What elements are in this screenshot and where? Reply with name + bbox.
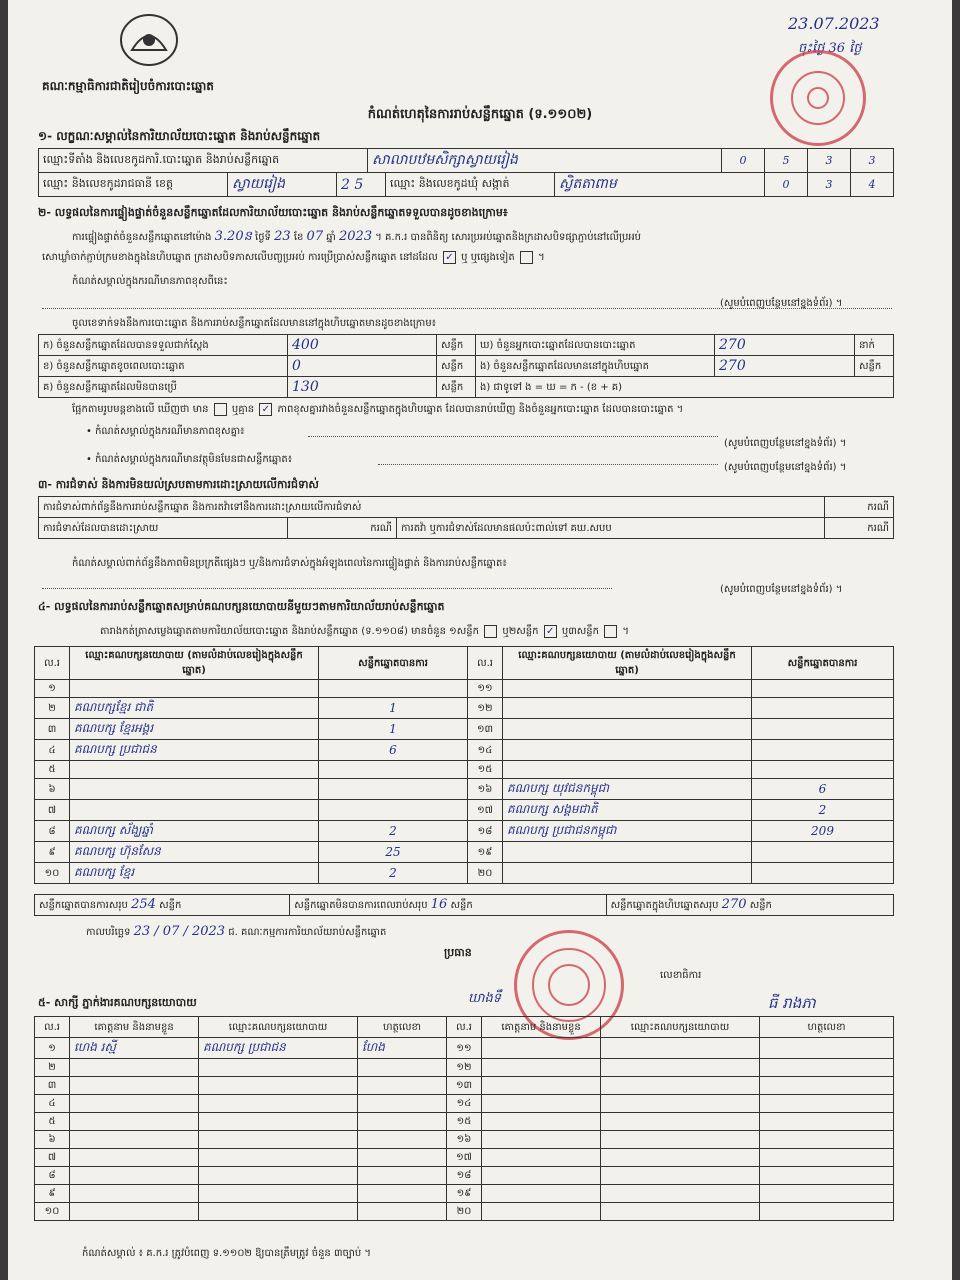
row2-label2: ឈ្មោះ និងលេខកូដឃុំ សង្កាត់ — [386, 173, 555, 197]
seal-other-checkbox[interactable] — [520, 251, 533, 264]
witness-signature — [358, 1185, 447, 1203]
witness-party — [601, 1113, 760, 1131]
province-code: 2 5 — [337, 173, 386, 197]
witness-name — [70, 1167, 199, 1185]
witness-signature — [358, 1095, 447, 1113]
foreign-hint: (សូមបំពេញបន្ថែមនៅខ្នងទំព័រ) ។ — [724, 462, 847, 473]
row-number: ១៣ — [468, 719, 503, 740]
row-number: ១៣ — [447, 1077, 482, 1095]
table-row: គ) ចំនួនសន្លឹកឆ្នោតដែលមិនបានប្រើ 130 សន្លឹក ង) ជាទូទៅ ង = ឃ = ក - (ខ + គ) — [39, 377, 894, 398]
vote-count — [319, 779, 468, 800]
table-row — [35, 800, 894, 821]
results-header-row: ល.រ ឈ្មោះគណបក្សនយោបាយ (តាមលំដាប់លេខរៀងក្នុងសន្លឹកឆ្នោត) សន្លឹកឆ្នោតបានការ ល.រ ឈ្មោះគណបក្សនយោបាយ (តាមលំដាប់លេខរៀងក្នុងសន្លឹកឆ្នោត) សន្លឹកឆ្នោតបានការ — [35, 647, 894, 680]
vote-count: 2 — [752, 800, 894, 821]
witness-party — [199, 1095, 358, 1113]
party-name: គណបក្ស ប្រជាជន — [70, 740, 319, 761]
witness-signature — [358, 1059, 447, 1077]
secretary-signature: ធី រាងភា — [768, 994, 816, 1012]
witness-name — [482, 1113, 601, 1131]
complaints-table — [38, 496, 894, 539]
chair-signature: ឃាងទឹ — [468, 991, 502, 1006]
table-row — [35, 719, 894, 740]
table-row — [35, 863, 894, 884]
row-number: ៨ — [35, 821, 70, 842]
row-number: ២០ — [468, 863, 503, 884]
table-row — [35, 1113, 894, 1131]
row-number: ១ — [35, 680, 70, 698]
party-name — [70, 680, 319, 698]
witness-party — [601, 1185, 760, 1203]
intro-line: ចូលខេទាក់ទងនឹងការបោះឆ្នោត និងការរាប់សន្លឹកឆ្នោតដែលមាននៅក្នុងហិបឆ្នោតមានដូចខាងក្រោម៖ — [72, 318, 437, 329]
witness-signature — [760, 1149, 894, 1167]
section3-heading: ៣- ការជំទាស់ និងការមិនយល់ស្របតាមការដោះស្រាយលើការជំទាស់ — [38, 478, 319, 491]
table-row — [35, 1131, 894, 1149]
vote-count: 6 — [752, 779, 894, 800]
table-row: ក) ចំនួនសន្លឹកឆ្នោតដែលបានទទួលជាក់ស្តែង 400 សន្លឹក ឃ) ចំនួនអ្នកបោះឆ្នោតដែលបានបោះឆ្នោត 270 នាក់ — [39, 335, 894, 356]
witness-name — [70, 1077, 199, 1095]
witness-name — [482, 1095, 601, 1113]
vote-count — [752, 719, 894, 740]
row-number: ១៩ — [447, 1185, 482, 1203]
witness-signature — [358, 1113, 447, 1131]
party-name: គណបក្សខ្មែរ ជាតិ — [70, 698, 319, 719]
vote-count: 25 — [319, 842, 468, 863]
section5-heading: ៥- សាក្សី ភ្នាក់ងារគណបក្សនយោបាយ — [38, 996, 197, 1009]
verification-line: ការផ្ទៀងផ្ទាត់ចំនួនសន្លឹកឆ្នោតនៅម៉ោង 3.20ន ថ្ងៃទី 23 ខែ 07 ឆ្នាំ 2023 ។ គ.ក.រ បានពិនិត្យ សោរប្រអប់ឆ្នោតនិងក្រដាសបិទផ្សាភ្ជាប់នៅលើប្រអប់ — [72, 229, 642, 244]
row-number: ៧ — [35, 1149, 70, 1167]
ballots-in-box-value: 270 — [715, 356, 855, 377]
row-number: ១១ — [468, 680, 503, 698]
province-name: ស្វាយរៀង — [228, 173, 337, 197]
vote-count — [752, 761, 894, 779]
witness-party — [601, 1203, 760, 1221]
vote-count — [319, 761, 468, 779]
row-number: ២ — [35, 698, 70, 719]
witness-party — [601, 1059, 760, 1077]
difference-no-checkbox[interactable]: ✓ — [259, 403, 272, 416]
row-number: ១៥ — [447, 1113, 482, 1131]
party-name — [70, 761, 319, 779]
witness-signature — [358, 1167, 447, 1185]
year-value: 2023 — [339, 229, 373, 244]
witness-name — [482, 1059, 601, 1077]
vote-count: 6 — [319, 740, 468, 761]
table-row — [35, 1185, 894, 1203]
party-name — [503, 863, 752, 884]
witness-name — [70, 1095, 199, 1113]
row-number: ៩ — [35, 1185, 70, 1203]
table-row — [35, 779, 894, 800]
table-row — [35, 1167, 894, 1185]
witness-party — [601, 1038, 760, 1059]
table-row: ការជំទាស់ពាក់ព័ន្ធនឹងការរាប់សន្លឹកឆ្នោត និងការតវ៉ាទៅនឹងការដោះស្រាយលើការជំទាស់ ករណី — [39, 497, 894, 518]
complaint-hint: (សូមបំពេញបន្ថែមនៅខ្នងទំព័រ) ។ — [720, 584, 843, 595]
witness-party — [199, 1059, 358, 1077]
witness-party — [199, 1185, 358, 1203]
row-number: ៤ — [35, 1095, 70, 1113]
row-number: ១៧ — [468, 800, 503, 821]
witness-name — [482, 1203, 601, 1221]
nec-emblem-icon — [118, 12, 180, 68]
party-name — [503, 698, 752, 719]
row-number: ៦ — [35, 779, 70, 800]
witness-name — [482, 1077, 601, 1095]
row-number: ១១ — [447, 1038, 482, 1059]
witness-signature — [760, 1185, 894, 1203]
witness-party — [601, 1077, 760, 1095]
report-date-value: 23 / 07 / 2023 — [133, 924, 226, 939]
difference-check-line: ផ្អែកតាមរូបមន្តខាងលើ ឃើញថា មាន ឬគ្មាន ✓ ភាពខុសគ្នារវាងចំនួនសន្លឹកឆ្នោតក្នុងហិបឆ្នោត ដែលបានរាប់ឃើញ និងចំនួនអ្នកបោះឆ្នោត ដែលបានបោះឆ្នោត ។ — [72, 403, 684, 415]
unused-ballots-value: 130 — [288, 377, 437, 398]
section1-table-row2 — [38, 172, 894, 197]
row2-label: ឈ្មោះ និងលេខកូដរាជធានី ខេត្ត — [39, 173, 228, 197]
one-sheet-checkbox[interactable] — [484, 625, 497, 638]
tally-sheet-line: តារាងកត់ត្រាសម្លេងឆ្នោតតាមការិយាល័យបោះឆ្នោត និងរាប់សន្លឹកឆ្នោត (ទ.១១០៨) មានចំនួន ១សន្លឹក ឬ២សន្លឹក ✓ ឬ៣សន្លឹក ។ — [100, 625, 629, 637]
complaint-note: កំណត់សម្គាល់ពាក់ព័ន្ធនឹងភាពមិនប្រក្រតីផ្សេងៗ ឬ/និងការជំទាស់ក្នុងអំឡុងពេលនៃការផ្ទៀងផ្ទាត់ និងការរាប់សន្លឹកឆ្នោត៖ — [72, 558, 507, 569]
vote-count: 2 — [319, 863, 468, 884]
complaint-dotted — [42, 576, 612, 589]
row-number: ២ — [35, 1059, 70, 1077]
section1-heading: ១- លក្ខណៈសម្គាល់នៃការិយាល័យបោះឆ្នោត និងរាប់សន្លឹកឆ្នោត — [38, 129, 321, 143]
witness-party — [199, 1167, 358, 1185]
witness-party — [199, 1203, 358, 1221]
row-number: ៥ — [35, 761, 70, 779]
witness-signature — [760, 1167, 894, 1185]
row-number: ១៦ — [468, 779, 503, 800]
section1-table — [38, 148, 894, 173]
witness-signature — [358, 1203, 447, 1221]
vote-count — [752, 842, 894, 863]
row-number: ១៤ — [447, 1095, 482, 1113]
received-ballots-value: 400 — [288, 335, 437, 356]
row-number: ៤ — [35, 740, 70, 761]
difference-yes-checkbox[interactable] — [214, 403, 227, 416]
table-row: ការជំទាស់ដែលបានដោះស្រាយ ករណី ការតវ៉ា ឬការជំទាស់ដែលមានផលប៉ះពាល់ទៅ គឃ.សបប ករណី — [39, 518, 894, 539]
ballot-figures-table — [38, 334, 894, 398]
time-value: 3.20ន — [214, 229, 252, 244]
witness-signature — [760, 1203, 894, 1221]
row-number: ១៤ — [468, 740, 503, 761]
vote-count: 2 — [319, 821, 468, 842]
party-name: គណបក្ស ខ្មែរ — [70, 863, 319, 884]
row-number: ១០ — [35, 863, 70, 884]
row-number: ១៩ — [468, 842, 503, 863]
table-row — [35, 842, 894, 863]
vote-count — [319, 800, 468, 821]
day-value: 23 — [274, 229, 291, 244]
table-row — [35, 680, 894, 698]
station-code-digit: 3 — [808, 149, 851, 173]
witness-name — [70, 1203, 199, 1221]
official-stamp-top — [770, 50, 866, 146]
difference-dotted — [308, 424, 718, 437]
party-name: គណបក្ស ស័ង្ឃឆ្នាំ — [70, 821, 319, 842]
row-number: ៣ — [35, 719, 70, 740]
vote-count — [752, 698, 894, 719]
witness-name — [70, 1059, 199, 1077]
difference-hint: (សូមបំពេញបន្ថែមនៅខ្នងទំព័រ) ។ — [724, 438, 847, 449]
section2-heading: ២- លទ្ធផលនៃការផ្ទៀងផ្ទាត់ចំនួនសន្លឹកឆ្នោតដែលការិយាល័យបោះឆ្នោត និងរាប់សន្លឹកឆ្នោតទទួលបានដូចខាងក្រោម៖ — [38, 206, 508, 219]
party-name — [503, 761, 752, 779]
witness-name — [70, 1113, 199, 1131]
table-row: ខ) ចំនួនសន្លឹកឆ្នោតខូចពេលបោះឆ្នោត 0 សន្លឹក ង) ចំនួនសន្លឹកឆ្នោតដែលមាននៅក្នុងហិបឆ្នោត 270 សន្លឹក — [39, 356, 894, 377]
party-name: គណបក្ស ខ្មែរអង្គរ — [70, 719, 319, 740]
witness-party — [199, 1149, 358, 1167]
witness-signature — [358, 1131, 447, 1149]
witness-party: គណបក្ស ប្រជាជន — [199, 1038, 358, 1059]
witness-signature — [760, 1077, 894, 1095]
row-number: ១២ — [447, 1059, 482, 1077]
vote-count — [752, 680, 894, 698]
witness-name — [482, 1185, 601, 1203]
row-number: ១០ — [35, 1203, 70, 1221]
report-date-line: កាលបរិច្ឆេទ 23 / 07 / 2023 ជ. គណៈកម្មការការិយាល័យរាប់សន្លឹកឆ្នោត — [86, 924, 387, 939]
witness-name — [70, 1131, 199, 1149]
row-number: ៦ — [35, 1131, 70, 1149]
spoiled-ballots-value: 0 — [288, 356, 437, 377]
row-number: ៣ — [35, 1077, 70, 1095]
box-total-value: 270 — [721, 897, 747, 912]
row-number: ១៥ — [468, 761, 503, 779]
footnote: កំណត់សម្គាល់ ៖ គ.ក.រ ត្រូវបំពេញ ទ.១១០២ ឱ្យបានត្រឹមត្រូវ ចំនួន ៣ច្បាប់ ។ — [82, 1248, 371, 1259]
vote-count — [752, 863, 894, 884]
vote-count: 1 — [319, 698, 468, 719]
witness-party — [199, 1077, 358, 1095]
witness-signature — [760, 1059, 894, 1077]
row-number: ១២ — [468, 698, 503, 719]
witness-signature — [760, 1038, 894, 1059]
document-title: កំណត់ហេតុនៃការរាប់សន្លឹកឆ្នោត (ទ.១១០២) — [367, 107, 593, 122]
witness-header-row: ល.រ គោត្តនាម និងនាមខ្លួន ឈ្មោះគណបក្សនយោបាយ ហត្ថលេខា ល.រ គោត្តនាម និងនាមខ្លួន ឈ្មោះគណបក្សនយោបាយ ហត្ថលេខា — [35, 1017, 894, 1038]
party-name — [503, 719, 752, 740]
witness-signature — [760, 1113, 894, 1131]
witness-party — [199, 1131, 358, 1149]
three-sheet-checkbox[interactable] — [604, 625, 617, 638]
valid-total-value: 254 — [131, 897, 156, 912]
station-code-digit: 0 — [722, 149, 765, 173]
row-number: ១៨ — [447, 1167, 482, 1185]
commune-name: ស្វិតតាពាម — [555, 173, 765, 197]
witness-name — [482, 1038, 601, 1059]
vote-count: 209 — [752, 821, 894, 842]
party-name: គណបក្ស ហ៊ុនសែន — [70, 842, 319, 863]
month-value: 07 — [306, 229, 324, 244]
witness-party — [601, 1131, 760, 1149]
witness-table — [34, 1016, 894, 1221]
party-name: គណបក្ស សង្គមជាតិ — [503, 800, 752, 821]
witness-signature: ហែង — [358, 1038, 447, 1059]
witness-party — [199, 1113, 358, 1131]
witness-signature — [760, 1095, 894, 1113]
note-line: កំណត់សម្គាល់ក្នុងករណីមានភាពខុសពីនេះ — [72, 276, 228, 287]
witness-signature — [358, 1149, 447, 1167]
table-row — [35, 1059, 894, 1077]
totals-row-table — [34, 894, 894, 916]
witness-party — [601, 1095, 760, 1113]
section4-heading: ៤- លទ្ធផលនៃការរាប់សន្លឹកឆ្នោតសម្រាប់គណបក្សនយោបាយនីមួយៗតាមការិយាល័យរាប់សន្លឹកឆ្នោត — [38, 600, 445, 613]
voters-count-value: 270 — [715, 335, 855, 356]
vote-count — [752, 740, 894, 761]
handwritten-date: 23.07.2023 — [788, 14, 880, 33]
table-row — [35, 1077, 894, 1095]
table-row — [35, 1149, 894, 1167]
row-number: ៥ — [35, 1113, 70, 1131]
commune-code-digit: 4 — [851, 173, 894, 197]
row-number: ១៨ — [468, 821, 503, 842]
row-number: ១៧ — [447, 1149, 482, 1167]
commune-code-digit: 3 — [808, 173, 851, 197]
row1-label: ឈ្មោះទីតាំង និងលេខកូដការិ.បោះឆ្នោត និងរាប់សន្លឹកឆ្នោត — [39, 149, 368, 173]
party-name — [70, 779, 319, 800]
row-number: ២០ — [447, 1203, 482, 1221]
row-number: ៨ — [35, 1167, 70, 1185]
table-row — [35, 1038, 894, 1059]
note-hint: (សូមបំពេញបន្ថែមនៅខ្នងទំព័រ) ។ — [720, 298, 843, 309]
seal-check-line: សោឃ្លាំចាក់ភ្ជាប់ក្រមខាងក្នុងនៃហិបឆ្នោត ក្រដាសបិទភាសលើបញ្ចប្រអប់ ការប្រើប្រាស់សន្លឹកឆ្នោត នៅដដែល ✓ ឬ ឬផ្សេងទៀត ។ — [42, 251, 545, 263]
table-row — [35, 740, 894, 761]
row-number: ១ — [35, 1038, 70, 1059]
party-name — [503, 680, 752, 698]
vote-count — [319, 680, 468, 698]
handwritten-number: ចុះថ្ងៃ 36 ថ្ងៃ — [798, 41, 862, 56]
table-row — [35, 761, 894, 779]
authority-name: គណៈកម្មាធិការជាតិរៀបចំការបោះឆ្នោត — [42, 79, 214, 93]
commune-code-digit: 0 — [765, 173, 808, 197]
witness-signature — [760, 1131, 894, 1149]
witness-name — [482, 1131, 601, 1149]
witness-name — [70, 1185, 199, 1203]
foreign-object-note: • កំណត់សម្គាល់ក្នុងករណីមានវត្ថុមិនមែនជាសន្លឹកឆ្នោត៖ — [86, 454, 293, 465]
table-row — [35, 1095, 894, 1113]
row-number: ៩ — [35, 842, 70, 863]
table-row — [35, 821, 894, 842]
party-name — [503, 842, 752, 863]
party-name: គណបក្ស ប្រជាជនកម្ពុជា — [503, 821, 752, 842]
totals-row: សន្លឹកឆ្នោតបានការសរុប 254 សន្លឹក សន្លឹកឆ្នោតមិនបានការពេលរាប់សរុប 16 សន្លឹក សន្លឹកឆ្នោតក្នុងហិបឆ្នោតសរុប 270 សន្លឹក — [35, 895, 894, 916]
difference-note: • កំណត់សម្គាល់ក្នុងករណីមានភាពខុសគ្នា៖ — [86, 426, 245, 437]
party-results-table — [34, 646, 894, 884]
witness-name — [482, 1149, 601, 1167]
party-name: គណបក្ស យុវជនកម្ពុជា — [503, 779, 752, 800]
station-code-digit: 5 — [765, 149, 808, 173]
witness-name — [482, 1167, 601, 1185]
ballot-count-report-sheet — [8, 0, 952, 1280]
row-number: ១៦ — [447, 1131, 482, 1149]
station-code-digit: 3 — [851, 149, 894, 173]
witness-name: ហេង រស្មី — [70, 1038, 199, 1059]
witness-party — [601, 1167, 760, 1185]
vote-count: 1 — [319, 719, 468, 740]
chair-label: ប្រធាន — [444, 946, 472, 959]
two-sheet-checkbox[interactable]: ✓ — [544, 625, 557, 638]
table-row — [35, 1203, 894, 1221]
witness-name — [70, 1149, 199, 1167]
invalid-total-value: 16 — [430, 897, 448, 912]
table-row — [35, 698, 894, 719]
polling-station-name: សាលាបឋមសិក្សាស្វាយរៀង — [368, 149, 722, 173]
witness-signature — [358, 1077, 447, 1095]
witness-party — [601, 1149, 760, 1167]
secretary-label: លេខាធិការ — [660, 970, 702, 981]
seal-intact-checkbox[interactable]: ✓ — [443, 251, 456, 264]
party-name — [503, 740, 752, 761]
row-number: ៧ — [35, 800, 70, 821]
party-name — [70, 800, 319, 821]
foreign-dotted — [378, 452, 718, 465]
